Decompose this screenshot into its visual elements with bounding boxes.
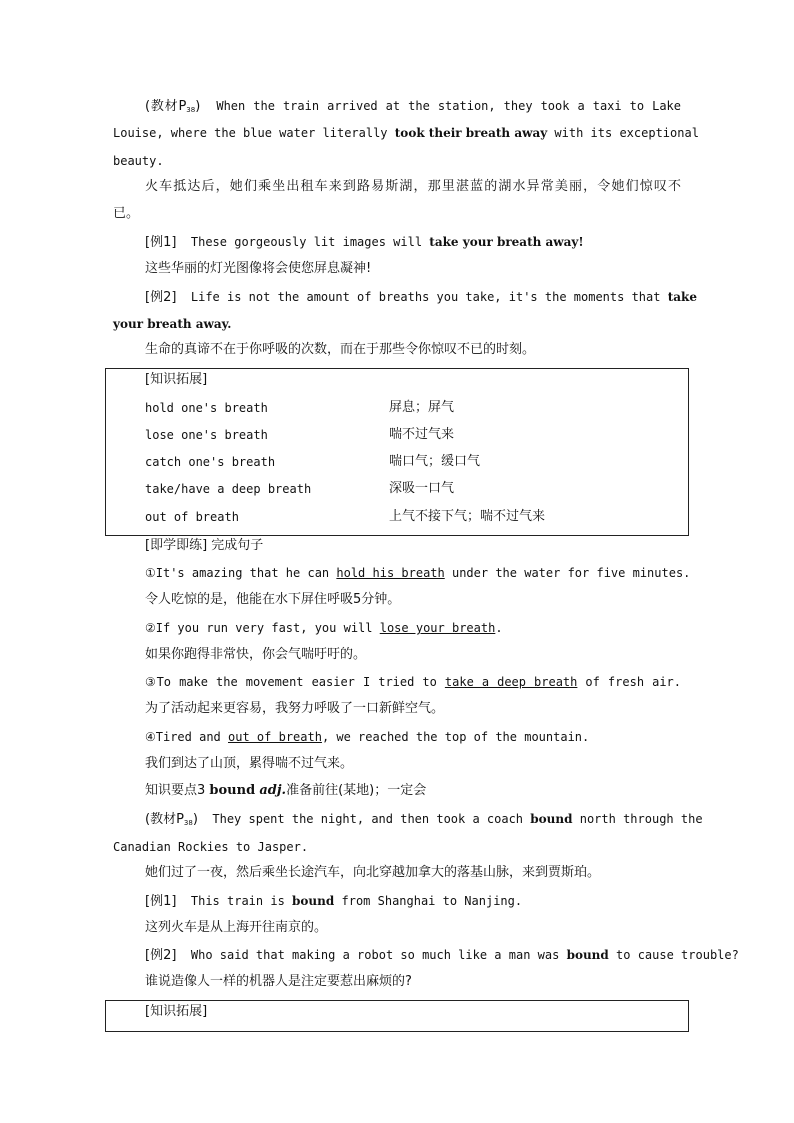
- meaning: 屏息；屏气: [389, 400, 455, 415]
- key-phrase: took their breath away: [394, 126, 548, 140]
- practice-2: ②If you run very fast, you will lose your breath.: [145, 621, 503, 635]
- textbook-sentence-line-2: Louise, where the blue water literally took their breath away with its exceptional: [113, 126, 699, 140]
- bound-example-1: [例1] This train is bound from Shanghai to Nanjing.: [145, 894, 523, 909]
- source-ref: (教材$P_{38}$): [145, 99, 201, 114]
- meaning: 喘口气；缓口气: [389, 454, 481, 469]
- practice-1-translation: 令人吃惊的是，他能在水下屏住呼吸5分钟。: [145, 592, 401, 607]
- translation-line-2: 已。: [113, 206, 140, 221]
- practice-1: ①It's amazing that he can hold his breath under the water for five minutes.: [145, 566, 691, 580]
- phrase: out of breath: [145, 510, 239, 524]
- practice-3-translation: 为了活动起来更容易，我努力呼吸了一口新鲜空气。: [145, 701, 445, 716]
- example-2-translation: 生命的真谛不在于你呼吸的次数，而在于那些令你惊叹不已的时刻。: [145, 342, 536, 357]
- box-title: [知识拓展]: [145, 372, 208, 387]
- example-2-line-1: [例2] Life is not the amount of breaths you take, it's the moments that take: [145, 290, 697, 305]
- practice-2-translation: 如果你跑得非常快，你会气喘吁吁的。: [145, 647, 367, 662]
- example-2-line-2: your breath away.: [113, 317, 232, 331]
- practice-3: ③To make the movement easier I tried to take a deep breath of fresh air.: [145, 675, 681, 689]
- example-1-translation: 这些华丽的灯光图像将会使您屏息凝神!: [145, 261, 372, 276]
- phrase: lose one's breath: [145, 428, 268, 442]
- textbook-sentence-2-line-2: Canadian Rockies to Jasper.: [113, 840, 309, 854]
- textbook-sentence-line-1: (教材$P_{38}$) When the train arrived at the station, they took a taxi to Lake: [145, 99, 682, 114]
- box-2-title: [知识拓展]: [145, 1004, 208, 1019]
- meaning: 喘不过气来: [389, 427, 455, 442]
- practice-4: ④Tired and out of breath, we reached the top of the mountain.: [145, 730, 590, 744]
- example-1: [例1] These gorgeously lit images will take your breath away!: [145, 235, 584, 250]
- meaning: 深吸一口气: [389, 481, 455, 496]
- textbook-sentence-2-translation: 她们过了一夜，然后乘坐长途汽车，向北穿越加拿大的落基山脉，来到贾斯珀。: [145, 865, 601, 880]
- meaning: 上气不接下气；喘不过气来: [389, 509, 546, 524]
- textbook-sentence-line-3: beauty.: [113, 154, 164, 168]
- answer: out of breath: [228, 730, 322, 744]
- translation-line-1: 火车抵达后，她们乘坐出租车来到路易斯湖，那里湛蓝的湖水异常美丽，令她们惊叹不: [145, 179, 681, 194]
- bound-example-2-translation: 谁说造像人一样的机器人是注定要惹出麻烦的?: [145, 974, 412, 989]
- answer: lose your breath: [379, 621, 496, 635]
- phrase: take/have a deep breath: [145, 482, 312, 496]
- practice-title: [即学即练] 完成句子: [145, 538, 264, 553]
- knowledge-point-heading: 知识要点3 bound adj.准备前往(某地)；一定会: [145, 783, 427, 798]
- bound-example-1-translation: 这列火车是从上海开往南京的。: [145, 920, 328, 935]
- phrase: hold one's breath: [145, 401, 268, 415]
- textbook-sentence-2-line-1: (教材$P_{38}$) They spent the night, and then took a coach bound north through the: [145, 812, 703, 827]
- answer: hold his breath: [336, 566, 445, 580]
- practice-4-translation: 我们到达了山顶，累得喘不过气来。: [145, 756, 354, 771]
- bound-example-2: [例2] Who said that making a robot so much like a man was bound to cause trouble?: [145, 948, 739, 963]
- phrase: catch one's breath: [145, 455, 276, 469]
- answer: take a deep breath: [444, 675, 578, 689]
